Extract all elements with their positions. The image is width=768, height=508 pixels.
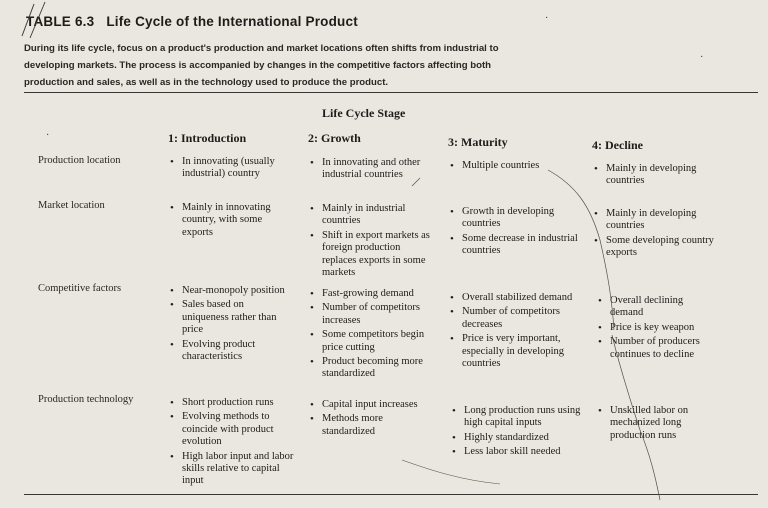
list-item: • In innovating (usually industrial) country [170, 156, 295, 181]
cell-market-location-decline [594, 208, 720, 262]
list-item: • Some developing country exports [594, 235, 720, 260]
caption-line: production and sales, as well as in the technology used to produce the product. [24, 77, 389, 88]
list-item: • Mainly in developing countries [594, 163, 720, 188]
list-item: • Number of producers continues to decline [598, 336, 708, 361]
list-item: • Highly standardized [452, 432, 582, 444]
column-header-growth: 2: Growth [308, 131, 361, 145]
column-header-introduction: 1: Introduction [168, 131, 247, 145]
top-rule [24, 92, 758, 93]
list-item: • Unskilled labor on mechanized long production runs [598, 405, 716, 442]
list-item: • Less labor skill needed [452, 446, 582, 458]
stray-mark: · [46, 130, 50, 141]
list-item: • Short production runs [170, 397, 296, 409]
cell-competitive-factors-maturity [450, 292, 588, 372]
cell-competitive-factors-introduction [170, 285, 292, 365]
list-item: • Overall declining demand [598, 295, 708, 320]
list-item: • Fast-growing demand [310, 288, 438, 300]
row-label-competitive-factors: Competitive factors [38, 283, 122, 294]
list-item: • Growth in developing countries [450, 206, 582, 231]
stage-header: Life Cycle Stage [322, 106, 406, 120]
list-item: • Capital input increases [310, 399, 420, 411]
cell-production-location-decline [594, 163, 720, 190]
list-item: • Multiple countries [450, 160, 588, 172]
pen-stroke [402, 460, 500, 484]
list-item: • Price is very important, especially in developing countries [450, 333, 588, 370]
stray-mark: · [700, 52, 704, 63]
row-label-production-technology: Production technology [38, 394, 134, 405]
cell-production-technology-maturity [452, 405, 582, 461]
list-item: • Overall stabilized demand [450, 292, 588, 304]
cell-market-location-growth [310, 203, 436, 281]
column-header-decline: 4: Decline [592, 138, 643, 152]
column-header-maturity: 3: Maturity [448, 135, 508, 149]
list-item: • Product becoming more standardized [310, 356, 438, 381]
cell-market-location-maturity [450, 206, 582, 260]
list-item: • Mainly in innovating country, with some exports [170, 202, 295, 239]
list-item: • Shift in export markets as foreign production replaces exports in some markets [310, 230, 436, 280]
list-item: • Sales based on uniqueness rather than price [170, 299, 292, 336]
cell-competitive-factors-growth [310, 288, 438, 383]
bottom-rule [24, 494, 758, 495]
cell-production-technology-growth [310, 399, 420, 440]
list-item: • Number of competitors decreases [450, 306, 588, 331]
cell-competitive-factors-decline [598, 295, 708, 363]
list-item: • High labor input and labor skills relative to capital input [170, 451, 296, 488]
list-item: • Mainly in developing countries [594, 208, 720, 233]
cell-production-technology-introduction [170, 397, 296, 490]
cell-production-technology-decline [598, 405, 716, 444]
cell-production-location-growth [310, 157, 428, 184]
table-caption [24, 40, 544, 91]
stray-mark: · [545, 13, 549, 24]
caption-line: developing markets. The process is accompanied by changes in the competitive factors affecting both [24, 60, 492, 71]
table-title [26, 14, 358, 29]
list-item: • Long production runs using high capital inputs [452, 405, 582, 430]
row-label-production-location: Production location [38, 155, 121, 166]
cell-production-location-maturity [450, 160, 588, 174]
table-number: TABLE 6.3 [26, 14, 95, 29]
cell-production-location-introduction [170, 156, 295, 183]
list-item: • Number of competitors increases [310, 302, 438, 327]
row-label-market-location: Market location [38, 200, 105, 211]
list-item: • Near-monopoly position [170, 285, 292, 297]
cell-market-location-introduction [170, 202, 295, 241]
list-item: • Evolving methods to coincide with product evolution [170, 411, 296, 448]
caption-line: During its life cycle, focus on a product's production and market locations often shifts from industrial to [24, 43, 499, 54]
list-item: • Price is key weapon [598, 322, 708, 334]
list-item: • Some decrease in industrial countries [450, 233, 582, 258]
table-title-text: Life Cycle of the International Product [106, 14, 358, 29]
list-item: • In innovating and other industrial countries [310, 157, 428, 182]
list-item: • Methods more standardized [310, 413, 420, 438]
list-item: • Mainly in industrial countries [310, 203, 436, 228]
list-item: • Some competitors begin price cutting [310, 329, 438, 354]
list-item: • Evolving product characteristics [170, 339, 292, 364]
